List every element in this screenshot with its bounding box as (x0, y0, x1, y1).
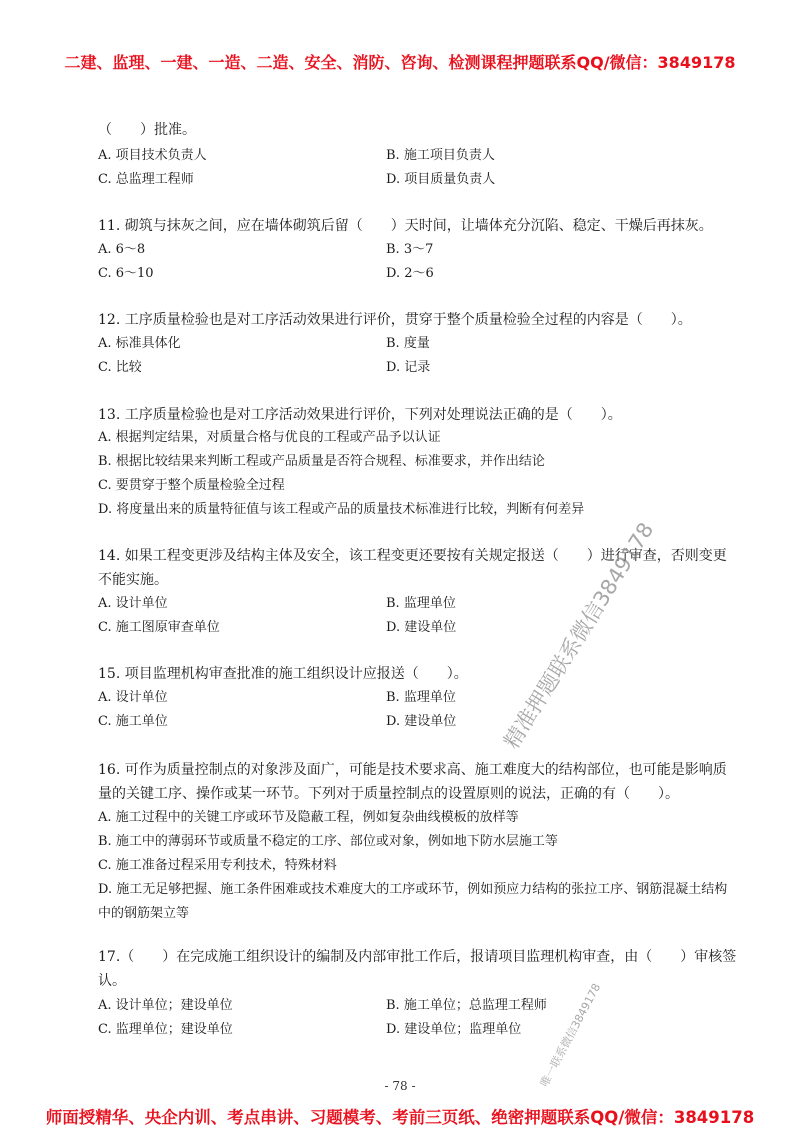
option-c: C. 施工单位 (98, 714, 168, 729)
option-c: C. 6～10 (98, 266, 154, 281)
option-d: D. 建设单位 (386, 714, 457, 729)
question-12-stem: 12. 工序质量检验也是对工序活动效果进行评价，贯穿于整个质量检验全过程的内容是（ ）。 (98, 312, 692, 328)
option-c: C. 比较 (98, 360, 142, 375)
option-b: B. 施工单位；总监理工程师 (386, 998, 547, 1013)
option-b: B. 监理单位 (386, 690, 456, 705)
option-d: D. 建设单位；监理单位 (386, 1022, 522, 1037)
option-d: D. 项目质量负责人 (386, 172, 496, 187)
question-15-stem: 15. 项目监理机构审查批准的施工组织设计应报送（ ）。 (98, 666, 468, 682)
option-d: D. 施工无足够把握、施工条件困难或技术难度大的工序或环节，例如预应力结构的张拉工序、钢筋混凝土结构中的钢筋架立等 (98, 882, 728, 921)
option-a: A. 项目技术负责人 (98, 148, 207, 163)
option-a: A. 6～8 (98, 242, 146, 257)
option-b: B. 施工项目负责人 (386, 148, 495, 163)
option-d: D. 2～6 (386, 266, 434, 281)
option-c: C. 监理单位；建设单位 (98, 1022, 233, 1037)
option-d: D. 建设单位 (386, 620, 457, 635)
option-b: B. 3～7 (386, 242, 434, 257)
option-b: B. 监理单位 (386, 596, 456, 611)
question-14-stem: 14. 如果工程变更涉及结构主体及安全，该工程变更还要按有关规定报送（ ）进行审查，否则变更不能实施。 (98, 548, 727, 588)
option-a: A. 施工过程中的关键工序或环节及隐蔽工程，例如复杂曲线模板的放样等 (98, 810, 519, 825)
option-b: B. 根据比较结果来判断工程或产品质量是否符合规程、标准要求，并作出结论 (98, 454, 545, 469)
question-13-stem: 13. 工序质量检验也是对工序活动效果进行评价，下列对处理说法正确的是（ ）。 (98, 407, 622, 423)
option-c: C. 施工图原审查单位 (98, 620, 220, 635)
question-16-stem: 16. 可作为质量控制点的对象涉及面广，可能是技术要求高、施工难度大的结构部位，也可能是影响质量的关键工序、操作或某一环节。下列对于质量控制点的设置原则的说法，正确的有（ ）。 (98, 762, 727, 802)
option-a: A. 根据判定结果，对质量合格与优良的工程或产品予以认证 (98, 430, 441, 445)
page-number: - 78 - (384, 1079, 416, 1093)
option-c: C. 要贯穿于整个质量检验全过程 (98, 478, 285, 493)
question-17-stem: 17.（ ）在完成施工组织设计的编制及内部审批工作后，报请项目监理机构审查，由（ ）审核签认。 (98, 949, 737, 989)
option-a: A. 设计单位 (98, 690, 168, 705)
option-b: B. 度量 (386, 336, 430, 351)
option-c: C. 总监理工程师 (98, 172, 194, 187)
footer-banner: 师面授精华、央企内训、考点串讲、习题模考、考前三页纸、绝密押题联系QQ/微信：3849178 (45, 1108, 755, 1127)
option-d: D. 将度量出来的质量特征值与该工程或产品的质量技术标准进行比较，判断有何差异 (98, 502, 585, 517)
watermark-small: 唯一联系微信3849178 (537, 981, 604, 1090)
option-b: B. 施工中的薄弱环节或质量不稳定的工序、部位或对象，例如地下防水层施工等 (98, 834, 558, 849)
option-a: A. 标准具体化 (98, 336, 181, 351)
header-banner: 二建、监理、一建、一造、二造、安全、消防、咨询、检测课程押题联系QQ/微信：3849178 (64, 53, 736, 72)
option-c: C. 施工准备过程采用专利技术，特殊材料 (98, 858, 337, 873)
watermark-large: 精准押题联系微信3849178 (499, 518, 659, 753)
option-a: A. 设计单位 (98, 596, 168, 611)
option-a: A. 设计单位；建设单位 (98, 998, 233, 1013)
question-continuation: （ ）批准。 (98, 122, 196, 138)
question-11-stem: 11. 砌筑与抹灰之间，应在墙体砌筑后留（ ）天时间，让墙体充分沉陷、稳定、干燥后再抹灰。 (98, 218, 713, 234)
option-d: D. 记录 (386, 360, 431, 375)
